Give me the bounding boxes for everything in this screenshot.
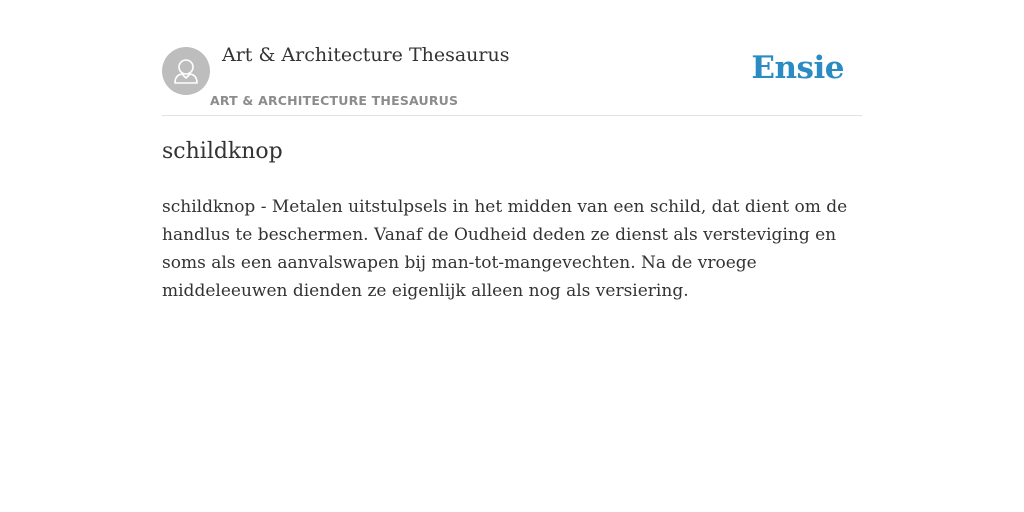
entry-title: schildknop — [162, 139, 283, 164]
brand-logo[interactable]: Ensie — [751, 50, 844, 86]
header — [162, 0, 862, 116]
entry-definition: schildknop - Metalen uitstulpsels in het midden van een schild, dat dient om de handlus te beschermen. Vanaf de Oudheid deden ze dienst als versteviging en soms als een aanvalswapen bij man-tot-mangevechten. Na de vroege middeleeuwen dienden ze eigenlijk alleen nog als versiering. — [162, 197, 848, 301]
avatar[interactable] — [162, 47, 210, 95]
user-icon — [162, 47, 210, 95]
source-label-link[interactable]: ART & ARCHITECTURE THESAURUS — [210, 93, 459, 108]
author-name-link[interactable]: Art & Architecture Thesaurus — [222, 44, 510, 66]
